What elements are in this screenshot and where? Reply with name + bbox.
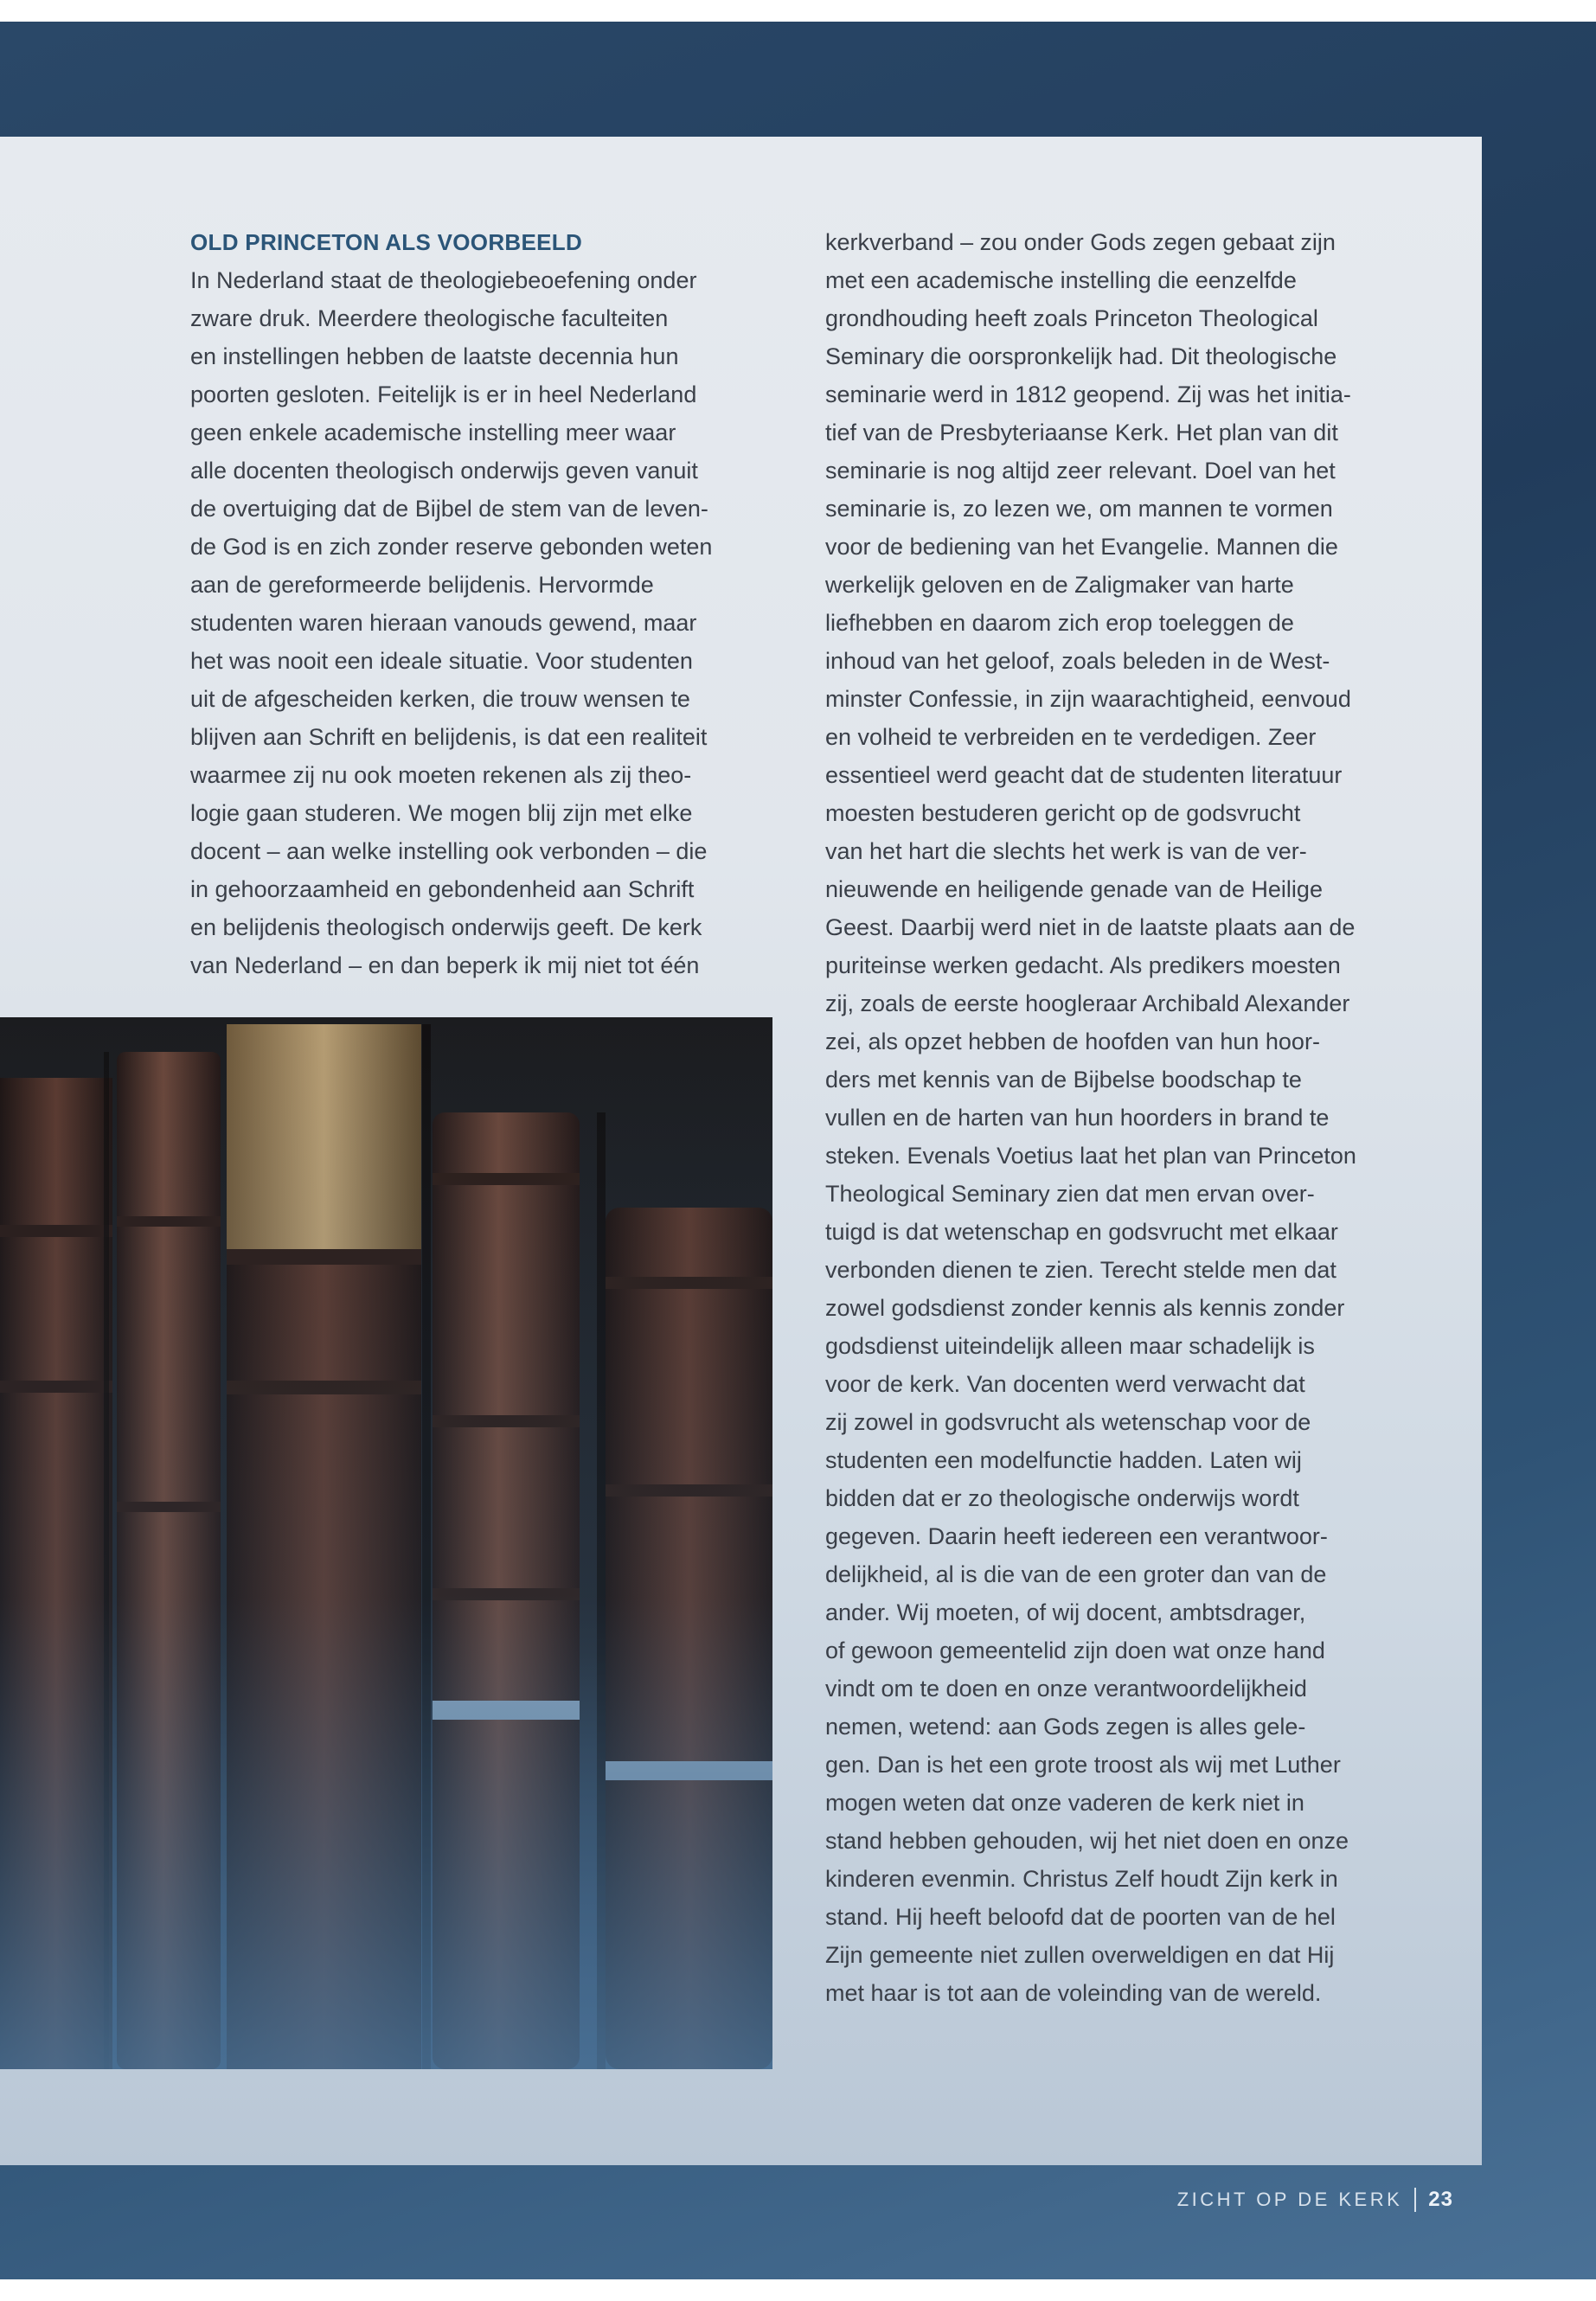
text-line: studenten een modelfunctie hadden. Laten wij: [825, 1447, 1302, 1473]
text-line: zij zowel in godsvrucht als wetenschap voor de: [825, 1409, 1311, 1435]
text-line: puriteinse werken gedacht. Als predikers moesten: [825, 952, 1341, 978]
page-footer: [1168, 2185, 1453, 2214]
magazine-name: ZICHT OP DE KERK: [1176, 2189, 1403, 2210]
text-line: werkelijk geloven en de Zaligmaker van harte: [825, 572, 1294, 598]
text-line: steken. Evenals Voetius laat het plan van Princeton: [825, 1143, 1356, 1169]
text-line: Geest. Daarbij werd niet in de laatste plaats aan de: [825, 914, 1356, 940]
text-line: gegeven. Daarin heeft iedereen een verantwoor-: [825, 1523, 1328, 1549]
text-line: moesten bestuderen gericht op de godsvrucht: [825, 800, 1301, 826]
text-line: verbonden dienen te zien. Terecht stelde men dat: [825, 1257, 1336, 1283]
text-line: nieuwende en heiligende genade van de Heilige: [825, 876, 1323, 902]
text-line: van het hart die slechts het werk is van de ver-: [825, 838, 1307, 864]
text-line: zowel godsdienst zonder kennis als kennis zonder: [825, 1295, 1345, 1321]
text-line: en belijdenis theologisch onderwijs geeft. De kerk: [190, 914, 702, 940]
text-line: inhoud van het geloof, zoals beleden in de West-: [825, 648, 1330, 674]
left-column-text: [190, 261, 779, 984]
text-line: ders met kennis van de Bijbelse boodschap te: [825, 1067, 1302, 1093]
text-line: nemen, wetend: aan Gods zegen is alles gele-: [825, 1714, 1306, 1740]
text-line: van Nederland – en dan beperk ik mij niet tot één: [190, 952, 700, 978]
text-line: en instellingen hebben de laatste decennia hun: [190, 343, 679, 369]
text-line: seminarie is, zo lezen we, om mannen te vormen: [825, 496, 1333, 522]
text-line: geen enkele academische instelling meer waar: [190, 420, 676, 445]
text-line: en volheid te verbreiden en te verdedigen. Zeer: [825, 724, 1317, 750]
text-line: grondhouding heeft zoals Princeton Theological: [825, 305, 1318, 331]
text-line: Theological Seminary zien dat men ervan over-: [825, 1181, 1315, 1207]
text-line: blijven aan Schrift en belijdenis, is dat een realiteit: [190, 724, 708, 750]
text-line: uit de afgescheiden kerken, die trouw wensen te: [190, 686, 690, 712]
text-line: of gewoon gemeentelid zijn doen wat onze hand: [825, 1638, 1325, 1663]
article-column-right: [825, 223, 1422, 2012]
text-line: met een academische instelling die eenzelfde: [825, 267, 1297, 293]
text-line: seminarie is nog altijd zeer relevant. Doel van het: [825, 458, 1336, 484]
page-number: 23: [1428, 2188, 1453, 2211]
text-line: zware druk. Meerdere theologische faculteiten: [190, 305, 669, 331]
text-line: voor de kerk. Van docenten werd verwacht dat: [825, 1371, 1305, 1397]
text-line: kinderen evenmin. Christus Zelf houdt Zijn kerk in: [825, 1866, 1338, 1892]
right-column-text: [825, 223, 1422, 2012]
section-heading: OLD PRINCETON ALS VOORBEELD: [190, 229, 583, 255]
text-line: In Nederland staat de theologiebeoefening onder: [190, 267, 697, 293]
text-line: godsdienst uiteindelijk alleen maar schadelijk is: [825, 1333, 1315, 1359]
text-line: stand hebben gehouden, wij het niet doen en onze: [825, 1828, 1349, 1854]
text-line: essentieel werd geacht dat de studenten literatuur: [825, 762, 1343, 788]
text-line: stand. Hij heeft beloofd dat de poorten van de hel: [825, 1904, 1336, 1930]
text-line: alle docenten theologisch onderwijs geven vanuit: [190, 458, 698, 484]
old-books-photo: [0, 1017, 772, 2069]
text-line: Seminary die oorspronkelijk had. Dit theologische: [825, 343, 1337, 369]
text-line: seminarie werd in 1812 geopend. Zij was het initia-: [825, 381, 1351, 407]
text-line: ander. Wij moeten, of wij docent, ambtsdrager,: [825, 1599, 1306, 1625]
text-line: vullen en de harten van hun hoorders in brand te: [825, 1105, 1330, 1131]
text-line: met haar is tot aan de voleinding van de wereld.: [825, 1980, 1322, 2006]
text-line: in gehoorzaamheid en gebondenheid aan Schrift: [190, 876, 695, 902]
text-line: vindt om te doen en onze verantwoordelijkheid: [825, 1676, 1307, 1702]
text-line: tief van de Presbyteriaanse Kerk. Het plan van dit: [825, 420, 1338, 445]
text-line: gen. Dan is het een grote troost als wij met Luther: [825, 1752, 1341, 1778]
text-line: de overtuiging dat de Bijbel de stem van de leven-: [190, 496, 708, 522]
text-line: delijkheid, al is die van de een groter dan van de: [825, 1561, 1327, 1587]
text-line: zei, als opzet hebben de hoofden van hun hoor-: [825, 1029, 1320, 1054]
text-line: liefhebben en daarom zich erop toeleggen de: [825, 610, 1294, 636]
text-line: docent – aan welke instelling ook verbonden – die: [190, 838, 708, 864]
text-line: bidden dat er zo theologische onderwijs wordt: [825, 1485, 1299, 1511]
text-line: poorten gesloten. Feitelijk is er in heel Nederland: [190, 381, 697, 407]
text-line: waarmee zij nu ook moeten rekenen als zij theo-: [190, 762, 692, 788]
text-line: tuigd is dat wetenschap en godsvrucht met elkaar: [825, 1219, 1338, 1245]
text-line: logie gaan studeren. We mogen blij zijn met elke: [190, 800, 693, 826]
text-line: zij, zoals de eerste hoogleraar Archibald Alexander: [825, 990, 1350, 1016]
text-line: kerkverband – zou onder Gods zegen gebaat zijn: [825, 229, 1336, 255]
article-column-left: [190, 223, 779, 984]
text-line: studenten waren hieraan vanouds gewend, maar: [190, 610, 697, 636]
text-line: Zijn gemeente niet zullen overweldigen en dat Hij: [825, 1942, 1335, 1968]
footer-divider: [1414, 2188, 1416, 2212]
text-line: het was nooit een ideale situatie. Voor studenten: [190, 648, 693, 674]
text-line: de God is en zich zonder reserve gebonden weten: [190, 534, 713, 560]
text-line: mogen weten dat onze vaderen de kerk niet in: [825, 1790, 1304, 1816]
text-line: aan de gereformeerde belijdenis. Hervormde: [190, 572, 654, 598]
text-line: voor de bediening van het Evangelie. Mannen die: [825, 534, 1338, 560]
text-line: minster Confessie, in zijn waarachtigheid, eenvoud: [825, 686, 1351, 712]
